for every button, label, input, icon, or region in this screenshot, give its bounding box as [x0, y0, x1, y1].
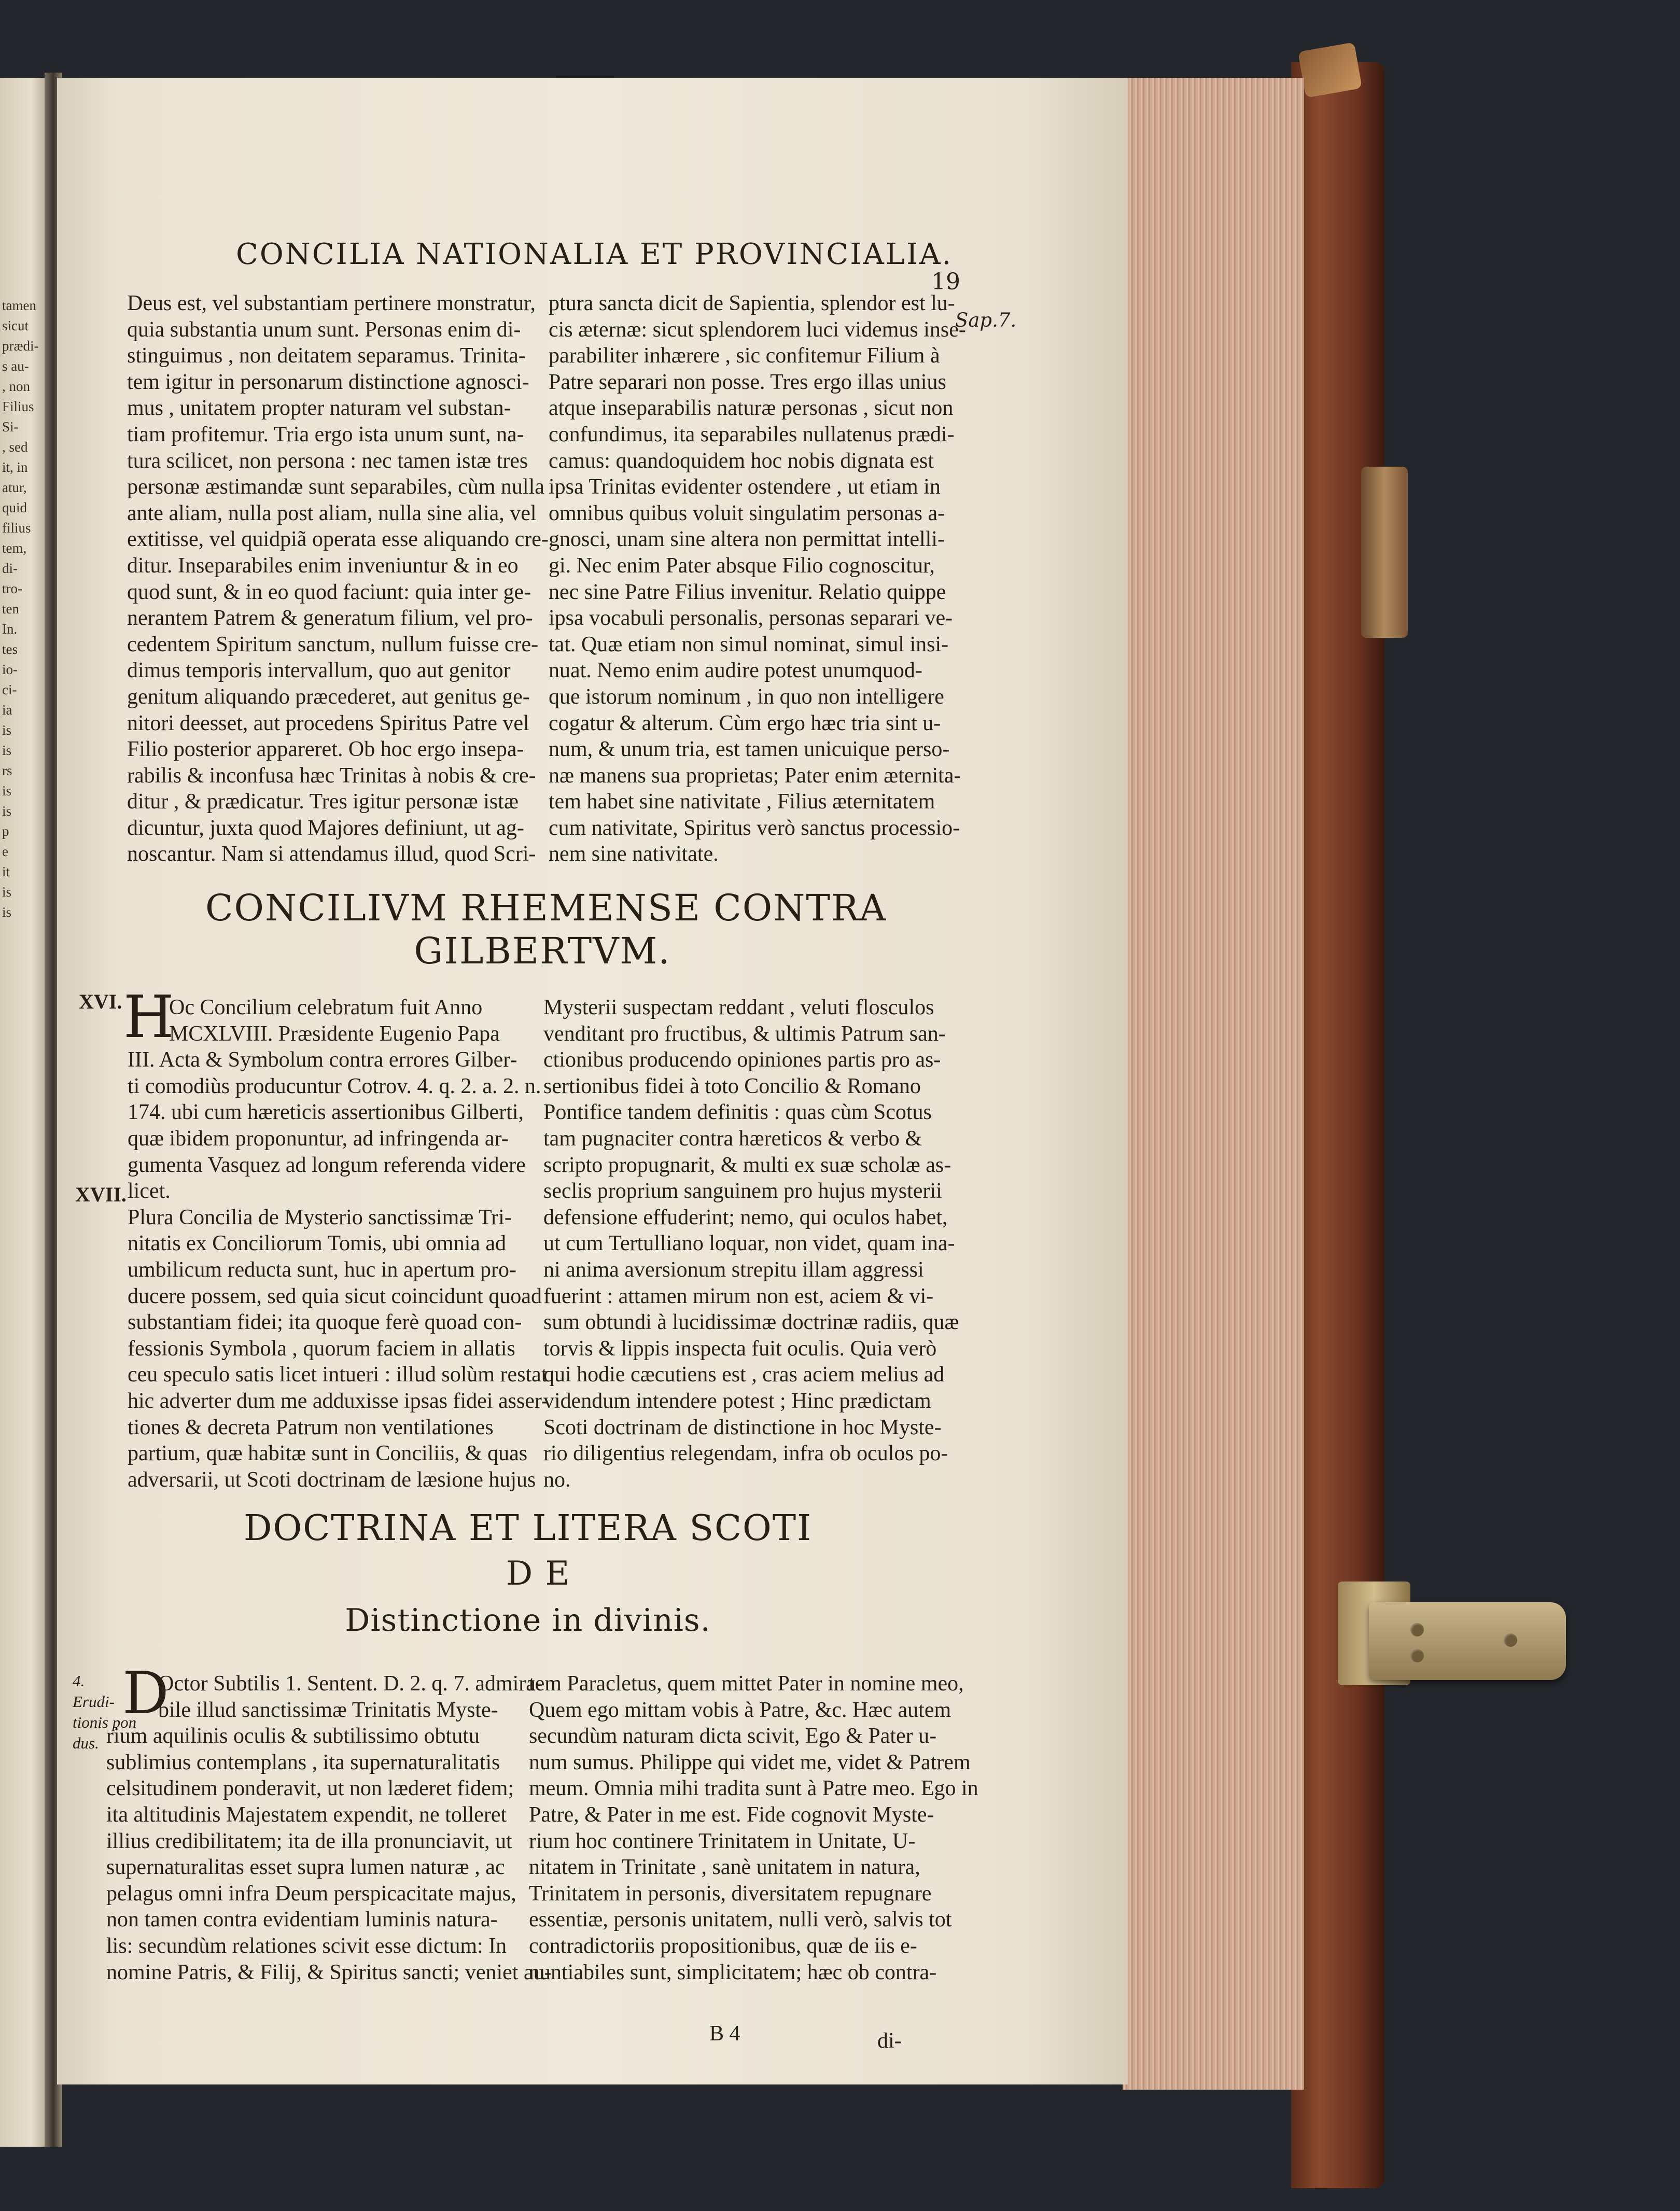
side-note-line: dus. [73, 1734, 99, 1752]
text-line: sublimius contemplans , ita supernaturalitatis [106, 1750, 500, 1774]
side-note-line: Erudi- [73, 1692, 115, 1711]
left-page-fragment: atur, [2, 480, 27, 495]
text-line: ctionibus producendo opiniones partis pro as- [543, 1048, 941, 1072]
text-line: mus , unitatem propter naturam vel substan- [127, 396, 511, 421]
text-line: MCXLVIII. Præsidente Eugenio Papa [169, 1021, 500, 1046]
dropcap-h: H [123, 984, 174, 1051]
text-line: nitori deesset, aut procedens Spiritus Patre vel [127, 711, 529, 735]
text-line: cogatur & alterum. Cùm ergo hæc tria sint u- [549, 711, 941, 735]
left-page-fragment: it [2, 864, 10, 879]
text-line: umbilicum reducta sunt, huc in apertum pro- [128, 1257, 516, 1282]
heading-doctrina: DOCTRINA ET LITERA SCOTI [243, 1508, 813, 1549]
text-line: confundimus, ita separabiles nullatenus prædi- [549, 422, 955, 446]
text-line: ceu speculo satis licet intueri : illud solùm restat [128, 1363, 548, 1387]
text-line: dicuntur, juxta quod Majores definiunt, ut ag- [127, 816, 524, 840]
text-line: tiam profitemur. Tria ergo ista unum sunt, na- [127, 422, 524, 446]
block2-left-column [128, 995, 549, 1493]
left-page-fragment: tro- [2, 581, 22, 596]
left-page-fragment: , sed [2, 439, 28, 455]
text-line: num, & unum tria, est tamen unicuique perso- [549, 737, 950, 762]
text-line: tura scilicet, non persona : nec tamen istæ tres [127, 449, 528, 473]
text-line: Mysterii suspectam reddant , veluti flosculos [543, 996, 934, 1019]
side-note-line: 4. [73, 1672, 85, 1690]
text-line: ipsa vocabuli personalis, personas separari ve- [549, 606, 953, 631]
text-line: Patre, & Pater in me est. Fide cognovit Myste- [529, 1802, 934, 1827]
text-line: ducere possem, sed quia sicut coincidunt quoad [128, 1284, 542, 1308]
left-page-fragment: filius [2, 520, 31, 536]
text-line: omnibus quibus voluit singulatim personas a- [549, 501, 945, 525]
text-line: fuerint : attamen mirum non est, aciem & vi- [543, 1284, 934, 1308]
text-line: Oc Concilium celebratum fuit Anno [169, 996, 483, 1019]
text-line: nec sine Patre Filius invenitur. Relatio quippe [549, 580, 946, 604]
text-line: supernaturalitas esset supra lumen naturæ , ac [106, 1855, 505, 1880]
text-line: rium hoc continere Trinitatem in Unitate, U- [529, 1829, 916, 1853]
left-page-fragment: prædi- [2, 338, 39, 354]
text-line: tem Paracletus, quem mittet Pater in nomine meo, [529, 1672, 964, 1696]
catchword: di- [877, 2029, 902, 2053]
left-page-fragment: tes [2, 641, 18, 657]
text-line: Octor Subtilis 1. Sentent. D. 2. q. 7. admira- [158, 1672, 543, 1696]
text-line: quæ ibidem proponuntur, ad infringenda ar- [128, 1126, 509, 1151]
text-line: adversarii, ut Scoti doctrinam de læsione hujus [128, 1467, 536, 1492]
left-page-fragment: is [2, 803, 12, 819]
left-page-fragment: Si- [2, 419, 19, 435]
text-line: que istorum nominum , in quo non intelligere [549, 684, 944, 709]
text-line: gumenta Vasquez ad longum referenda videre [128, 1153, 526, 1177]
left-page-fragment: it, in [2, 459, 28, 475]
heading-de: D E [506, 1555, 571, 1593]
block3-right-column [529, 1671, 978, 1985]
text-line: noscantur. Nam si attendamus illud, quod Scri- [127, 842, 536, 866]
text-line: qui hodie cæcutiens est , cras aciem melius ad [543, 1363, 945, 1387]
text-line: Quem ego mittam vobis à Patre, &c. Hæc autem [529, 1698, 951, 1722]
text-line: sum obtundi à lucidissimæ doctrinæ radiis, quæ [543, 1310, 959, 1335]
text-line: bile illud sanctissimæ Trinitatis Myste- [158, 1698, 498, 1722]
text-line: ante aliam, nulla post aliam, nulla sine alia, vel [127, 501, 537, 525]
book-cover [1291, 62, 1384, 2188]
page-edges [1123, 78, 1304, 2090]
text-line: III. Acta & Symbolum contra errores Gilber- [128, 1048, 517, 1072]
dropcap-d: D [122, 1660, 169, 1727]
text-line: secundùm naturam dicta scivit, Ego & Pater u- [529, 1724, 937, 1748]
heading-distinctione: Distinctione in divinis. [345, 1602, 711, 1639]
text-line: licet. [128, 1179, 171, 1204]
text-line: nerantem Patrem & generatum filium, vel pro- [127, 606, 533, 631]
rivet [1504, 1633, 1517, 1647]
text-line: hic adverter dum me adduxisse ipsas fidei asser- [128, 1389, 549, 1413]
text-line: quod sunt, & in eo quod faciunt: quia inter ge- [127, 580, 531, 604]
left-page-fragment: p [2, 823, 9, 839]
left-page-fragment: , non [2, 379, 30, 394]
left-page-fragment: s au- [2, 358, 29, 374]
rivet [1410, 1649, 1424, 1662]
text-line: contradictoriis propositionibus, quæ de iis e- [529, 1934, 917, 1958]
text-line: nomine Patris, & Filij, & Spiritus sancti; veniet au- [106, 1960, 552, 1984]
text-line: nitatis ex Conciliorum Tomis, ubi omnia ad [128, 1232, 507, 1256]
left-page-fragment: is [2, 783, 12, 799]
block1-left-column [127, 290, 549, 867]
margin-reference-sap: Sap.7. [955, 309, 1017, 331]
text-line: ditur , & prædicatur. Tres igitur personæ istæ [127, 790, 519, 814]
text-line: tem habet sine nativitate , Filius æternitatem [549, 790, 935, 814]
text-line: defensione effuderint; nemo, qui oculos habet, [543, 1205, 948, 1229]
text-line: rium aquilinis oculis & subtilissimo obtutu [106, 1724, 480, 1748]
side-note-line: tionis pon [73, 1713, 137, 1731]
text-line: pelagus omni infra Deum perspicacitate majus, [106, 1881, 516, 1906]
page-number: 19 [931, 269, 960, 295]
block3-left-column [106, 1671, 552, 1985]
text-line: ut cum Tertulliano loquar, non videt, quam ina- [543, 1232, 955, 1256]
section-number-xvi: XVI. [79, 990, 122, 1013]
text-line: Deus est, vel substantiam pertinere monstratur, [127, 291, 536, 315]
text-line: illius credibilitatem; ita de illa pronunciavit, ut [106, 1829, 512, 1853]
left-page-text [2, 296, 49, 922]
text-line: ditur. Inseparabiles enim inveniuntur & in eo [127, 553, 519, 578]
heading-concilium-line2: GILBERTVM. [414, 930, 671, 972]
text-line: Trinitatem in personis, diversitatem repugnare [529, 1881, 932, 1906]
text-line: dimus temporis intervallum, quo aut genitor [127, 659, 511, 683]
text-line: no. [543, 1467, 571, 1492]
text-line: non tamen contra evidentiam luminis natura- [106, 1908, 498, 1932]
text-line: videndum intendere potest ; Hinc prædictam [543, 1389, 931, 1413]
text-line: ita altitudinis Majestatem expendit, ne tolleret [106, 1802, 507, 1827]
text-line: sertionibus fidei à toto Concilio & Romano [543, 1074, 921, 1098]
text-line: ti comodiùs producuntur Cotrov. 4. q. 2. a. 2. n. [128, 1074, 541, 1098]
text-line: cedentem Spiritum sanctum, nullum fuisse cre- [127, 632, 539, 656]
text-line: gi. Nec enim Pater absque Filio cognoscitur, [549, 553, 935, 578]
left-page-fragment: rs [2, 763, 12, 778]
text-line: ipsa Trinitas evidenter ostendere , ut etiam in [549, 475, 941, 499]
running-head: CONCILIA NATIONALIA ET PROVINCIALIA. [236, 237, 953, 271]
text-line: rio diligentius relegendam, infra ob oculos po- [543, 1442, 948, 1466]
clasp-plate [1369, 1602, 1566, 1680]
text-line: stinguimus , non deitatem separamus. Trinita- [127, 344, 526, 368]
text-line: nuntiabiles sunt, simplicitatem; hæc ob contra- [529, 1960, 937, 1984]
text-line: Plura Concilia de Mysterio sanctissimæ Tri- [128, 1205, 512, 1229]
text-line: celsitudinem ponderavit, ut non læderet fidem; [106, 1776, 514, 1801]
text-line: substantiam fidei; ita quoque ferè quoad con- [128, 1310, 522, 1335]
text-line: Scoti doctrinam de distinctione in hoc Myste- [543, 1415, 942, 1439]
text-line: cis æternæ: sicut splendorem luci videmus inse- [549, 317, 966, 342]
left-page-fragment: is [2, 743, 12, 758]
left-page-fragment: e [2, 844, 8, 859]
text-line: rabilis & inconfusa hæc Trinitas à nobis & cre- [127, 763, 536, 788]
section-number-xvii: XVII. [75, 1183, 127, 1206]
left-page-fragment: In. [2, 621, 18, 637]
cover-corner [1298, 42, 1362, 98]
text-line: nem sine nativitate. [549, 842, 719, 866]
left-page-fragment: ia [2, 702, 12, 718]
text-line: Filio posterior appareret. Ob hoc ergo insepa- [127, 737, 524, 762]
text-line: camus: quandoquidem hoc nobis dignata est [549, 449, 934, 473]
left-page-fragment: is [2, 884, 12, 900]
text-line: torvis & lippis inspecta fuit oculis. Quia verò [543, 1336, 937, 1361]
left-page-fragment: Filius [2, 399, 34, 414]
left-page [0, 78, 52, 2147]
text-line: lis: secundùm relationes scivit esse dictum: In [106, 1934, 507, 1958]
text-line: genitum aliquando præcederet, aut genitus ge- [127, 684, 530, 709]
text-line: partium, quæ habitæ sunt in Conciliis, & quas [128, 1442, 528, 1466]
text-line: Pontifice tandem definitis : quas cùm Scotus [543, 1100, 932, 1125]
text-line: ptura sancta dicit de Sapientia, splendor est lu- [549, 291, 955, 315]
brass-clasp [1338, 1582, 1628, 1685]
rivet [1410, 1623, 1424, 1636]
text-line: quia substantia unum sunt. Personas enim di- [127, 317, 521, 342]
left-page-fragment: sicut [2, 318, 29, 333]
text-line: tem igitur in personarum distinctione agnosci- [127, 370, 529, 394]
text-line: cum nativitate, Spiritus verò sanctus processio- [549, 816, 960, 840]
clasp-catch [1361, 467, 1408, 638]
text-line: tiones & decreta Patrum non ventilationes [128, 1415, 494, 1439]
text-line: nitatem in Trinitate , sanè unitatem in natura, [529, 1855, 920, 1880]
signature-mark: B 4 [709, 2022, 740, 2046]
left-page-fragment: ten [2, 601, 19, 617]
text-line: fessionis Symbola , quorum faciem in allatis [128, 1336, 515, 1361]
text-line: Patre separari non posse. Tres ergo illas unius [549, 370, 946, 394]
text-line: essentiæ, personis unitatem, nulli verò, salvis tot [529, 1908, 952, 1932]
text-line: ni anima aversionum strepitu illam aggressi [543, 1257, 924, 1282]
left-page-fragment: ci- [2, 682, 17, 697]
text-line: nuat. Nemo enim audire potest unumquod- [549, 659, 922, 683]
text-line: tam pugnaciter contra hæreticos & verbo & [543, 1126, 922, 1151]
left-page-fragment: io- [2, 662, 18, 677]
left-page-fragment: di- [2, 561, 18, 576]
text-line: tat. Quæ etiam non simul nominat, simul insi- [549, 632, 949, 656]
heading-concilium-line1: CONCILIVM RHEMENSE CONTRA [205, 887, 887, 929]
block2-right-column [543, 995, 959, 1493]
left-page-fragment: tamen [2, 298, 36, 313]
text-line: meum. Omnia mihi tradita sunt à Patre meo. Ego in [529, 1776, 978, 1801]
text-line: venditant pro fructibus, & ultimis Patrum san- [543, 1021, 946, 1046]
text-line: 174. ubi cum hæreticis assertionibus Gilberti, [128, 1100, 524, 1125]
text-line: parabiliter inhærere , sic confitemur Filium à [549, 344, 940, 368]
left-page-fragment: is [2, 722, 12, 738]
text-line: num sumus. Philippe qui videt me, videt & Patrem [529, 1750, 971, 1774]
text-line: næ manens sua proprietas; Pater enim æternita- [549, 763, 961, 788]
left-page-fragment: tem, [2, 540, 27, 556]
text-line: scripto propugnarit, & multi ex suæ scholæ as- [543, 1153, 951, 1177]
block1-right-column [549, 290, 966, 867]
text-line: atque inseparabilis naturæ personas , sicut non [549, 396, 954, 421]
text-line: seclis proprium sanguinem pro hujus mysterii [543, 1179, 942, 1204]
text-line: gnosci, unam sine altera non permittat intelli- [549, 527, 945, 552]
left-page-fragment: quid [2, 500, 27, 515]
text-line: extitisse, vel quidpiã operata esse aliquando cre- [127, 527, 549, 552]
left-page-fragment: is [2, 904, 12, 920]
text-line: personæ æstimandæ sunt separabiles, cùm nulla [127, 475, 544, 499]
